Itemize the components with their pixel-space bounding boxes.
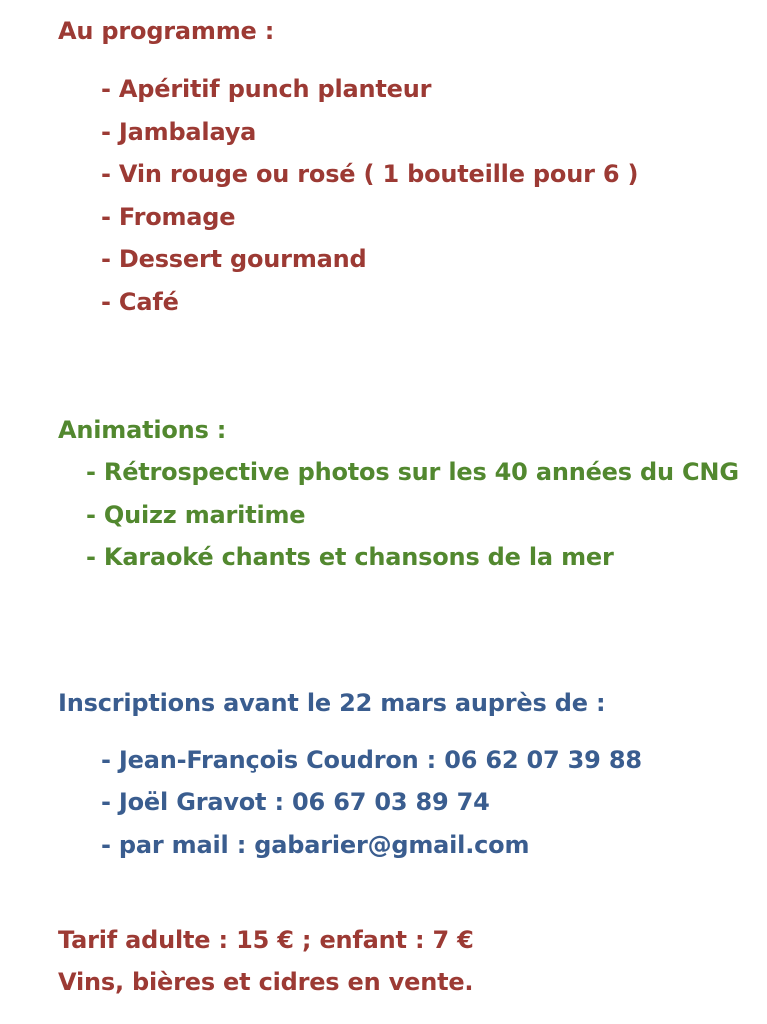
programme-item: - Vin rouge ou rosé ( 1 bouteille pour 6 ) [101, 160, 639, 188]
inscriptions-heading: Inscriptions avant le 22 mars auprès de : [58, 689, 606, 717]
tarif-drinks-note: Vins, bières et cidres en vente. [58, 968, 474, 996]
programme-item: - Jambalaya [101, 118, 257, 146]
inscriptions-item-email: - par mail : gabarier@gmail.com [101, 831, 530, 859]
programme-heading: Au programme : [58, 17, 275, 45]
programme-item: - Dessert gourmand [101, 245, 367, 273]
animations-item: - Rétrospective photos sur les 40 années du CNG [86, 458, 739, 486]
tarif-prices: Tarif adulte : 15 € ; enfant : 7 € [58, 926, 474, 954]
animations-heading: Animations : [58, 416, 227, 444]
programme-item: - Apéritif punch planteur [101, 75, 432, 103]
inscriptions-item-phone: - Jean-François Coudron : 06 62 07 39 88 [101, 746, 642, 774]
programme-item: - Fromage [101, 203, 236, 231]
programme-item: - Café [101, 288, 179, 316]
animations-item: - Karaoké chants et chansons de la mer [86, 543, 614, 571]
animations-item: - Quizz maritime [86, 501, 306, 529]
inscriptions-item-phone: - Joël Gravot : 06 67 03 89 74 [101, 788, 490, 816]
